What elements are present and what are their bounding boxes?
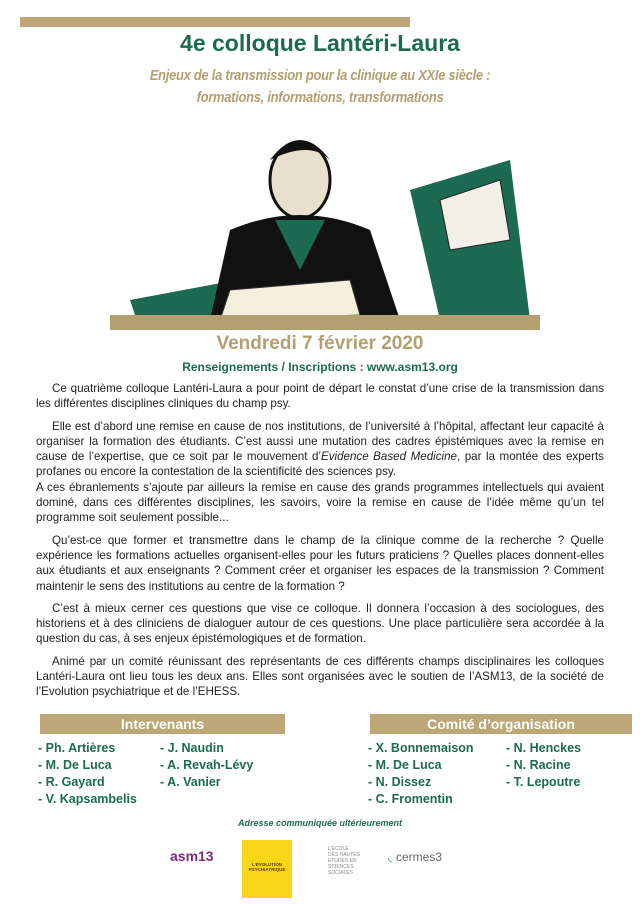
logo-text: cermes3 — [395, 850, 442, 864]
portrait-illustration — [110, 120, 540, 330]
speaker: - J. Naudin — [160, 741, 224, 755]
event-date: Vendredi 7 février 2020 — [216, 333, 424, 354]
address-note: Adresse communiquée ultérieurement — [237, 818, 403, 828]
committee-list-1 — [368, 740, 474, 808]
description-text — [36, 381, 604, 707]
registration-info[interactable]: Renseignements / Inscriptions : www.asm13.org — [182, 360, 458, 374]
paragraph: A ces ébranlements s’ajoute par ailleurs la remise en cause des grands programmes intellectuels qui avaient dominé, dans ces différentes disciplines, les savoirs, voire la remise en cause de l’idée même qu’un tel programme soit seulement possible... — [36, 480, 604, 525]
logo-text: asm13 — [170, 848, 214, 864]
cermes3-logo — [388, 850, 442, 864]
member: - T. Lepoutre — [506, 775, 581, 789]
logo-text: PSYCHIATRIQUE — [248, 867, 286, 872]
speaker: - A. Revah-Lévy — [160, 758, 254, 772]
committee-heading: Comité d’organisation — [370, 714, 632, 734]
member: - N. Henckes — [506, 741, 582, 755]
text: Elle est d’abord une remise en cause de nos institutions, de l’université à l’hôpital, affectant leur capacité à organiser la formation des étudiants. C’est aussi une mutation des cadres épistémiques avec la remise en cause de l’expertise, que ce soit par le mouvement d’ — [36, 419, 604, 464]
subtitle-line-2: formations, informations, transformations — [196, 89, 444, 106]
paragraph: C’est à mieux cerner ces questions que vise ce colloque. Il donnera l’occasion à des sociologues, des historiens et à des cliniciens de dialoguer autour de ces questions. Une place particulière sera accordée à la question du cas, à ses enjeux épistémologiques et de formation. — [36, 601, 604, 646]
logo-text: L’ÉVOLUTION — [251, 862, 282, 867]
evolution-psychiatrique-logo — [242, 840, 292, 898]
speakers-list-1 — [38, 740, 137, 808]
speaker: - M. De Luca — [38, 758, 112, 772]
speaker: - R. Gayard — [38, 775, 105, 789]
member: - M. De Luca — [368, 758, 442, 772]
speakers-list-2 — [160, 740, 253, 791]
speaker: - Ph. Artières — [38, 741, 116, 755]
speaker: - A. Vanier — [160, 775, 221, 789]
gold-header-bar — [20, 17, 410, 27]
member: - C. Fromentin — [368, 792, 453, 806]
paragraph: Animé par un comité réunissant des représentants de ces différents champs disciplinaires les colloques Lantéri-Laura ont lieu tous les deux ans. Elles sont organisées avec le soutien de l’ASM13, de la société de l’Evolution psychiatrique et de l’EHESS. — [36, 654, 604, 699]
speaker: - V. Kapsambelis — [38, 792, 137, 806]
poster-title: 4e colloque Lantéri-Laura — [180, 30, 460, 56]
member: - N. Dissez — [368, 775, 432, 789]
emphasis: Evidence Based Medicine — [320, 450, 457, 464]
member: - N. Racine — [506, 758, 571, 772]
asm13-logo — [170, 848, 214, 864]
cermes-swirl-icon: ◟ — [388, 850, 396, 864]
paragraph — [36, 419, 604, 480]
paragraph: Ce quatrième colloque Lantéri-Laura a pour point de départ le constat d’une crise de la transmission dans les différentes disciplines cliniques du champ psy. — [36, 382, 604, 411]
ehess-logo: L’ECOLE DES HAUTES ETUDES EN SCIENCES SOCIALES — [328, 846, 360, 876]
member: - X. Bonnemaison — [368, 741, 474, 755]
paragraph: Qu’est-ce que former et transmettre dans le champ de la clinique comme de la recherche ? Quelle expérience les formations actuelles organisent-elles pour les futurs praticiens ? Quelles places donnent-elles aux étudiants et aux enseignants ? Comment créer et organiser les espaces de la transmission ? Comment maintenir le sens des institutions au centre de la formation ? — [36, 533, 604, 593]
text: , par la montée des experts profanes ou encore la contestation de la scientificité des sciences psy. — [36, 450, 604, 479]
speakers-heading: Intervenants — [40, 714, 285, 734]
subtitle-line-1: Enjeux de la transmission pour la clinique au XXIe siècle : — [149, 67, 491, 84]
committee-list-2 — [506, 740, 581, 791]
